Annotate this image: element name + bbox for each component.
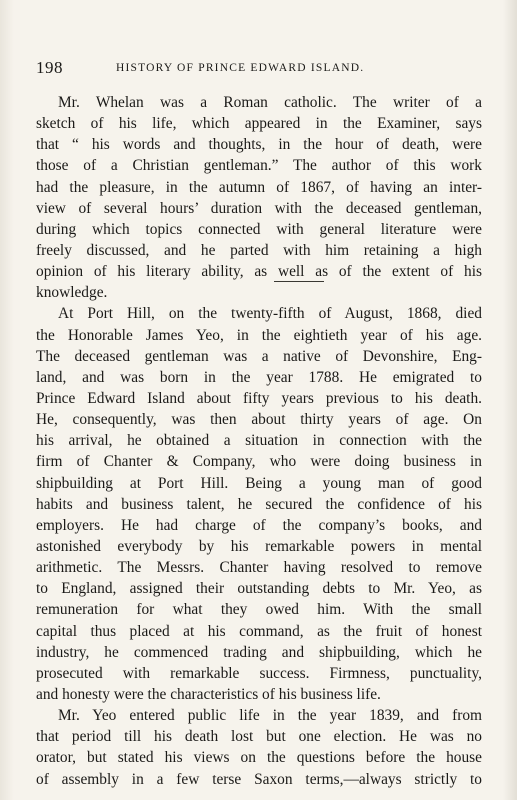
- text-line: arithmetic. The Messrs. Chanter having resolved to remove: [36, 559, 482, 577]
- text-line: remuneration for what they owed him. With the small: [36, 601, 482, 619]
- text-line: during which topics connected with general literature were: [36, 220, 482, 238]
- text-line: his arrival, he obtained a situation in connection with the: [36, 432, 482, 450]
- text-line: Mr. Yeo entered public life in the year 1839, and from: [58, 707, 482, 725]
- text-line: He, consequently, was then about thirty years of age. On: [36, 411, 482, 429]
- text-line: to England, assigned their outstanding debts to Mr. Yeo, as: [36, 580, 482, 598]
- text-line: the Honorable James Yeo, in the eightieth year of his age.: [36, 326, 482, 344]
- text-line: Mr. Whelan was a Roman catholic. The writer of a: [58, 94, 482, 111]
- text-line: those of a Christian gentleman.” The author of this work: [36, 157, 482, 175]
- text-line: prosecuted with remarkable success. Firmness, punctuality,: [36, 664, 482, 682]
- text-line: and honesty were the characteristics of his business life.: [36, 685, 381, 703]
- text-line: of assembly in a few terse Saxon terms,—always strictly to: [36, 770, 482, 788]
- text-line: shipbuilding at Port Hill. Being a young man of good: [36, 474, 482, 492]
- text-line: astonished everybody by his remarkable powers in mental: [36, 537, 482, 555]
- page-header: [36, 58, 482, 78]
- text-line: industry, he commenced trading and shipbuilding, which he: [36, 643, 482, 661]
- text-line: freely discussed, and he parted with him retaining a high: [36, 241, 482, 259]
- text-line: land, and was born in the year 1788. He emigrated to: [36, 368, 482, 386]
- text-line: knowledge.: [36, 284, 108, 302]
- text-line: sketch of his life, which appeared in the Examiner, says: [36, 115, 482, 133]
- text-line: employers. He had charge of the company’s books, and: [36, 516, 482, 534]
- section-divider: [274, 281, 324, 282]
- text-line: had the pleasure, in the autumn of 1867, of having an inter-: [36, 178, 482, 196]
- text-line: firm of Chanter & Company, who were doing business in: [36, 453, 482, 471]
- body-text: [36, 92, 482, 790]
- running-head: HISTORY OF PRINCE EDWARD ISLAND.: [116, 62, 365, 74]
- page-number: 198: [36, 58, 63, 77]
- text-line: that period till his death lost but one election. He was no: [36, 728, 482, 746]
- text-line: Prince Edward Island about fifty years previous to his death.: [36, 389, 482, 407]
- text-line: capital thus placed at his command, as the fruit of honest: [36, 622, 482, 640]
- text-line: view of several hours’ duration with the deceased gentleman,: [36, 199, 482, 217]
- text-line: opinion of his literary ability, as well as of the extent of his: [36, 263, 482, 281]
- text-line: The deceased gentleman was a native of Devonshire, Eng-: [36, 347, 482, 365]
- text-line: habits and business talent, he secured the confidence of his: [36, 495, 482, 513]
- text-line: At Port Hill, on the twenty-fifth of August, 1868, died: [58, 305, 482, 323]
- text-line: that “ his words and thoughts, in the hour of death, were: [36, 136, 482, 154]
- text-line: orator, but stated his views on the questions before the house: [36, 749, 482, 767]
